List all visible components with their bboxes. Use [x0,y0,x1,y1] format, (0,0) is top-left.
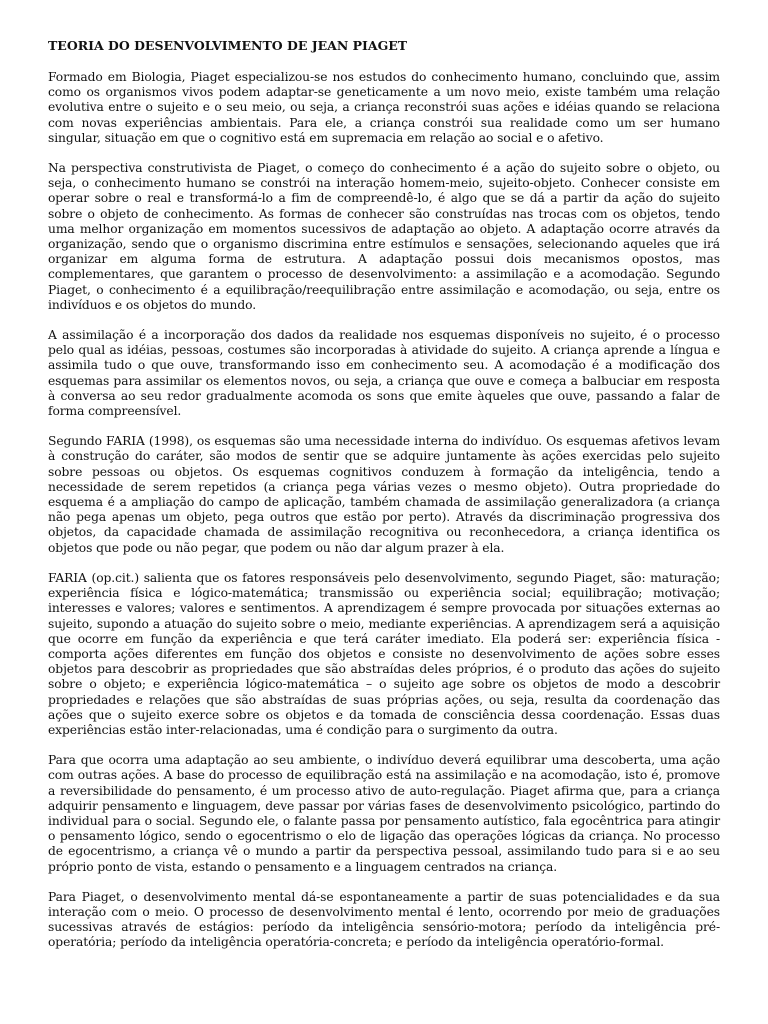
paragraph-3: A assimilação é a incorporação dos dados da realidade nos esquemas disponíveis no sujeito, é o processo pelo qual as idéias, pessoas, costumes são incorporadas à atividade do sujeito. A criança aprende a língua e assimila tudo o que ouve, transformando isso em conhecimento seu. A acomodação é a modificação dos esquemas para assimilar os elementos novos, ou seja, a criança que ouve e começa a balbuciar em resposta à conversa ao seu redor gradualmente acomoda os sons que emite àqueles que ouve, passando a falar de forma compreensível. [48,328,720,419]
document-page [48,38,720,966]
document-title: TEORIA DO DESENVOLVIMENTO DE JEAN PIAGET [48,38,408,53]
paragraph-7: Para Piaget, o desenvolvimento mental dá-se espontaneamente a partir de suas potencialidades e da sua interação com o meio. O processo de desenvolvimento mental é lento, ocorrendo por meio de graduações sucessivas através de estágios: período da inteligência sensório-motora; período da inteligência pré-operatória; período da inteligência operatória-concreta; e período da inteligência operatório-formal. [48,889,720,950]
paragraph-4: Segundo FARIA (1998), os esquemas são uma necessidade interna do indivíduo. Os esquemas afetivos levam à construção do caráter, são modos de sentir que se adquire juntamente às ações exercidas pelo sujeito sobre pessoas ou objetos. Os esquemas cognitivos conduzem à formação da inteligência, tendo a necessidade de serem repetidos (a criança pega várias vezes o mesmo objeto). Outra propriedade do esquema é a ampliação do campo de aplicação, também chamada de assimilação generalizadora (a criança não pega apenas um objeto, pega outros que estão por perto). Através da discriminação progressiva dos objetos, da capacidade chamada de assimilação recognitiva ou reconhecedora, a criança identifica os objetos que pode ou não pegar, que podem ou não dar algum prazer à ela. [48,434,720,555]
paragraph-1: Formado em Biologia, Piaget especializou-se nos estudos do conhecimento humano, concluindo que, assim como os organismos vivos podem adaptar-se geneticamente a um novo meio, existe também uma relação evolutiva entre o sujeito e o seu meio, ou seja, a criança reconstrói suas ações e idéias quando se relaciona com novas experiências ambientais. Para ele, a criança constrói sua realidade como um ser humano singular, situação em que o cognitivo está em supremacia em relação ao social e o afetivo. [48,70,720,145]
paragraph-6: Para que ocorra uma adaptação ao seu ambiente, o indivíduo deverá equilibrar uma descoberta, uma ação com outras ações. A base do processo de equilibração está na assimilação e na acomodação, isto é, promove a reversibilidade do pensamento, é um processo ativo de auto-regulação. Piaget afirma que, para a criança adquirir pensamento e linguagem, deve passar por várias fases de desenvolvimento psicológico, partindo do individual para o social. Segundo ele, o falante passa por pensamento autístico, fala egocêntrica para atingir o pensamento lógico, sendo o egocentrismo o elo de ligação das operações lógicas da criança. No processo de egocentrismo, a criança vê o mundo a partir da perspectiva pessoal, assimilando tudo para si e ao seu próprio ponto de vista, estando o pensamento e a linguagem centrados na criança. [48,753,720,874]
paragraph-5: FARIA (op.cit.) salienta que os fatores responsáveis pelo desenvolvimento, segundo Piaget, são: maturação; experiência física e lógico-matemática; transmissão ou experiência social; equilibração; motivação; interesses e valores; valores e sentimentos. A aprendizagem é sempre provocada por situações externas ao sujeito, supondo a atuação do sujeito sobre o meio, mediante experiências. A aprendizagem será a aquisição que ocorre em função da experiência e que terá caráter imediato. Ela poderá ser: experiência física - comporta ações diferentes em função dos objetos e consiste no desenvolvimento de ações sobre esses objetos para descobrir as propriedades que são abstraídas deles próprios, é o produto das ações do sujeito sobre o objeto; e experiência lógico-matemática – o sujeito age sobre os objetos de modo a descobrir propriedades e relações que são abstraídas de suas próprias ações, ou seja, resulta da coordenação das ações que o sujeito exerce sobre os objetos e da tomada de consciência dessa coordenação. Essas duas experiências estão inter-relacionadas, uma é condição para o surgimento da outra. [48,570,720,737]
paragraph-2: Na perspectiva construtivista de Piaget, o começo do conhecimento é a ação do sujeito sobre o objeto, ou seja, o conhecimento humano se constrói na interação homem-meio, sujeito-objeto. Conhecer consiste em operar sobre o real e transformá-lo a fim de compreendê-lo, é algo que se dá a partir da ação do sujeito sobre o objeto de conhecimento. As formas de conhecer são construídas nas trocas com os objetos, tendo uma melhor organização em momentos sucessivos de adaptação ao objeto. A adaptação ocorre através da organização, sendo que o organismo discrimina entre estímulos e sensações, selecionando aqueles que irá organizar em alguma forma de estrutura. A adaptação possui dois mecanismos opostos, mas complementares, que garantem o processo de desenvolvimento: a assimilação e a acomodação. Segundo Piaget, o conhecimento é a equilibração/reequilibração entre assimilação e acomodação, ou seja, entre os indivíduos e os objetos do mundo. [48,161,720,312]
